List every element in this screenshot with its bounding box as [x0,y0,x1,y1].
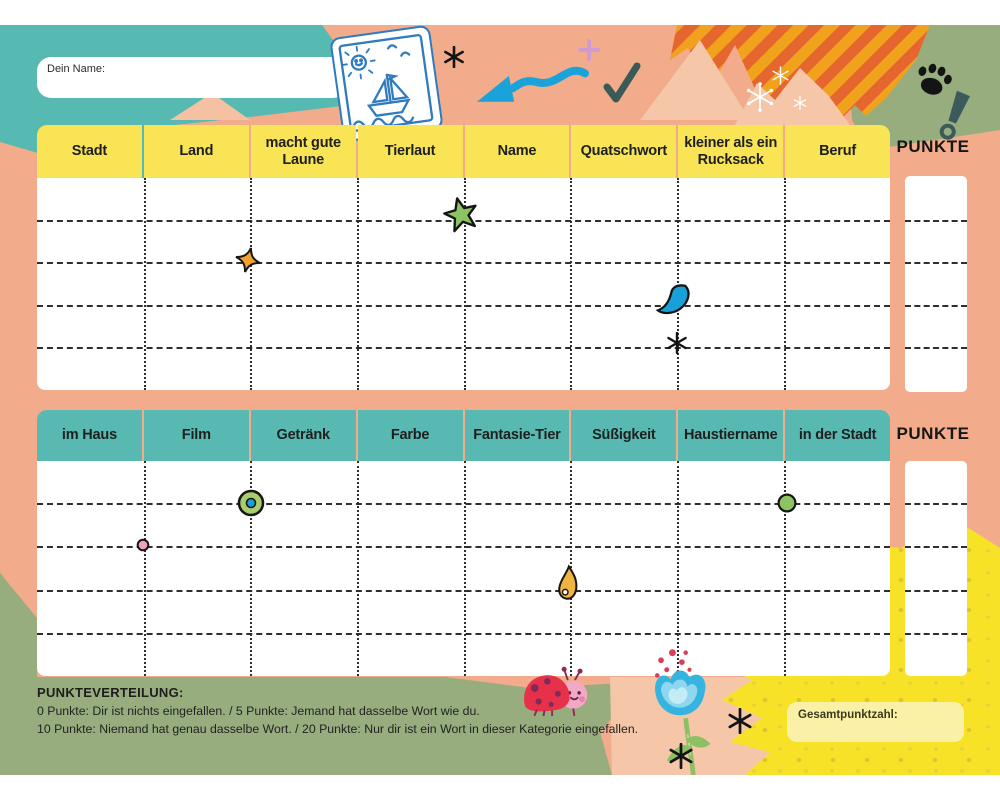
worksheet-poster [0,25,1000,775]
row-divider [905,305,967,307]
row-divider [905,347,967,349]
asterisk-icon [666,332,688,354]
snowflake-icon [792,95,808,111]
asterisk-icon [727,708,753,734]
col-header-im-haus: im Haus [37,410,142,461]
total-score-input[interactable] [787,702,964,742]
drop-icon [654,283,692,317]
checkmark-icon [602,61,642,107]
col-header-macht-gute-laune: macht gute Laune [251,125,356,178]
column-divider [464,461,466,676]
scoring-line: 10 Punkte: Niemand hat genau dasselbe Wort. / 20 Punkte: Nur dir ist ein Wort in dieser Kategorie eingefallen. [37,722,639,736]
name-input[interactable] [37,57,347,98]
scoring-line: 0 Punkte: Dir ist nichts eingefallen. / 5 Punkte: Jemand hat dasselbe Wort wie du. [37,704,480,718]
col-header-farbe: Farbe [358,410,463,461]
col-header-suessigkeit: Süßigkeit [571,410,676,461]
name-label: Dein Name: [47,63,106,75]
punkte-column-2[interactable] [905,461,967,676]
column-divider [250,178,252,390]
column-divider [677,461,679,676]
row-divider [905,633,967,635]
arrow-left-icon [468,61,594,107]
col-header-kleiner-als-rucksack: kleiner als ein Rucksack [678,125,783,178]
circle-icon [236,488,266,518]
snowflake-icon [745,82,775,112]
row-divider [905,546,967,548]
circle-icon [136,538,150,552]
punkte-column-1[interactable] [905,176,967,392]
row-divider [905,503,967,505]
column-divider [357,178,359,390]
asterisk-icon [668,743,694,769]
col-header-fantasie-tier: Fantasie-Tier [465,410,570,461]
row-divider [905,262,967,264]
column-divider [357,461,359,676]
table1-header-row [37,125,890,178]
col-header-stadt: Stadt [37,125,142,178]
col-header-in-der-stadt: in der Stadt [785,410,890,461]
punkte-label-2: PUNKTE [896,424,970,443]
scoring-title: PUNKTEVERTEILUNG: [37,685,184,700]
row-divider [905,220,967,222]
col-header-land: Land [144,125,249,178]
punkte-label-1: PUNKTE [896,137,970,156]
plus-icon [578,39,600,61]
col-header-getraenk: Getränk [251,410,356,461]
col-header-film: Film [144,410,249,461]
col-header-tierlaut: Tierlaut [358,125,463,178]
snowflake-icon [770,65,791,86]
column-divider [144,461,146,676]
col-header-quatschwort: Quatschwort [571,125,676,178]
table2-answers-grid[interactable] [37,461,890,676]
col-header-haustiername: Haustiername [678,410,783,461]
ladybug-icon [516,662,594,716]
circle-icon [777,493,797,513]
col-header-name: Name [465,125,570,178]
column-divider [570,178,572,390]
asterisk-icon [443,46,465,68]
column-divider [784,178,786,390]
total-score-label: Gesamtpunktzahl: [798,709,898,721]
table2-header-row [37,410,890,461]
flame-icon [557,563,579,603]
column-divider [144,178,146,390]
col-header-beruf: Beruf [785,125,890,178]
row-divider [905,590,967,592]
